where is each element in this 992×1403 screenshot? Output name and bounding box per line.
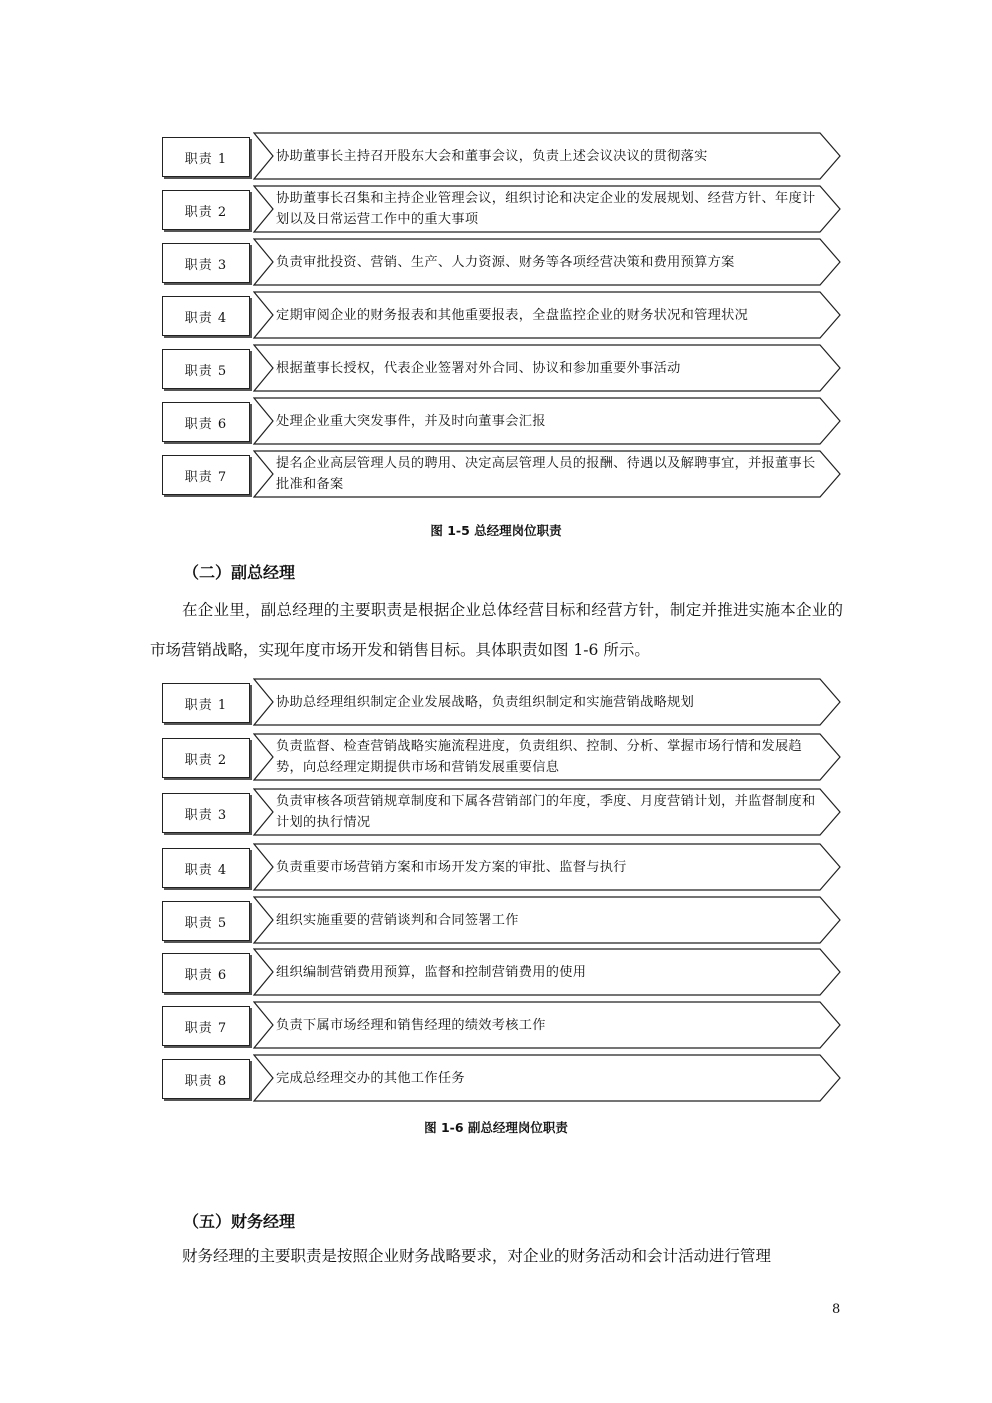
duty-description: 提名企业高层管理人员的聘用、决定高层管理人员的报酬、待遇以及解聘事宜，并报董事长批准和备案 bbox=[276, 456, 816, 492]
duty-row bbox=[0, 948, 992, 996]
duty-label: 职责 7 bbox=[162, 1006, 250, 1046]
duty-row bbox=[0, 344, 992, 392]
section-heading-vice-gm: （二）副总经理 bbox=[183, 563, 296, 582]
duty-row bbox=[0, 733, 992, 781]
duty-label: 职责 7 bbox=[162, 455, 250, 495]
duty-row bbox=[0, 788, 992, 836]
duty-label: 职责 2 bbox=[162, 738, 250, 778]
duty-row bbox=[0, 397, 992, 445]
duty-row bbox=[0, 1054, 992, 1102]
duty-label: 职责 5 bbox=[162, 901, 250, 941]
duty-label: 职责 5 bbox=[162, 349, 250, 389]
duty-description: 负责审批投资、营销、生产、人力资源、财务等各项经营决策和费用预算方案 bbox=[276, 254, 735, 270]
duty-description: 协助董事长召集和主持企业管理会议，组织讨论和决定企业的发展规划、经营方针、年度计划以及日常运营工作中的重大事项 bbox=[276, 191, 816, 227]
duty-label: 职责 3 bbox=[162, 793, 250, 833]
duty-label: 职责 4 bbox=[162, 296, 250, 336]
duty-description: 协助总经理组织制定企业发展战略，负责组织制定和实施营销战略规划 bbox=[276, 694, 695, 710]
section-paragraph-vice-gm: 在企业里，副总经理的主要职责是根据企业总体经营目标和经营方针，制定并推进实施本企业的市场营销战略，实现年度市场开发和销售目标。具体职责如图 1-6 所示。 bbox=[150, 601, 843, 659]
duty-label: 职责 1 bbox=[162, 683, 250, 723]
duty-row bbox=[0, 843, 992, 891]
duty-description: 处理企业重大突发事件，并及时向董事会汇报 bbox=[276, 413, 546, 429]
duty-row bbox=[0, 291, 992, 339]
duty-description: 协助董事长主持召开股东大会和董事会议，负责上述会议决议的贯彻落实 bbox=[276, 148, 708, 164]
figure-1-6-caption: 图 1-6 副总经理岗位职责 bbox=[424, 1120, 568, 1135]
duty-row bbox=[0, 1001, 992, 1049]
section-paragraph-finance-manager: 财务经理的主要职责是按照企业财务战略要求，对企业的财务活动和会计活动进行管理 bbox=[182, 1247, 772, 1265]
duty-label: 职责 1 bbox=[162, 137, 250, 177]
duty-row bbox=[0, 238, 992, 286]
duty-description: 定期审阅企业的财务报表和其他重要报表，全盘监控企业的财务状况和管理状况 bbox=[276, 307, 749, 323]
duty-row bbox=[0, 450, 992, 498]
duty-description: 完成总经理交办的其他工作任务 bbox=[276, 1070, 465, 1086]
duty-label: 职责 6 bbox=[162, 402, 250, 442]
page-number: 8 bbox=[832, 1302, 841, 1317]
duty-description: 组织实施重要的营销谈判和合同签署工作 bbox=[276, 912, 519, 928]
duty-label: 职责 3 bbox=[162, 243, 250, 283]
duty-label: 职责 6 bbox=[162, 953, 250, 993]
duty-row bbox=[0, 185, 992, 233]
duty-row bbox=[0, 132, 992, 180]
duty-description: 组织编制营销费用预算，监督和控制营销费用的使用 bbox=[276, 964, 587, 980]
duty-description: 负责监督、检查营销战略实施流程进度，负责组织、控制、分析、掌握市场行情和发展趋势，向总经理定期提供市场和营销发展重要信息 bbox=[276, 739, 803, 775]
figure-1-5-caption: 图 1-5 总经理岗位职责 bbox=[430, 523, 562, 538]
duty-row bbox=[0, 678, 992, 726]
duty-description: 根据董事长授权，代表企业签署对外合同、协议和参加重要外事活动 bbox=[276, 360, 681, 376]
duty-label: 职责 4 bbox=[162, 848, 250, 888]
duty-description: 负责审核各项营销规章制度和下属各营销部门的年度，季度、月度营销计划，并监督制度和计划的执行情况 bbox=[276, 794, 816, 830]
duty-label: 职责 8 bbox=[162, 1059, 250, 1099]
duty-label: 职责 2 bbox=[162, 190, 250, 230]
duty-description: 负责下属市场经理和销售经理的绩效考核工作 bbox=[276, 1017, 546, 1033]
duty-description: 负责重要市场营销方案和市场开发方案的审批、监督与执行 bbox=[276, 859, 627, 875]
duty-row bbox=[0, 896, 992, 944]
section-heading-finance-manager: （五）财务经理 bbox=[183, 1212, 296, 1231]
